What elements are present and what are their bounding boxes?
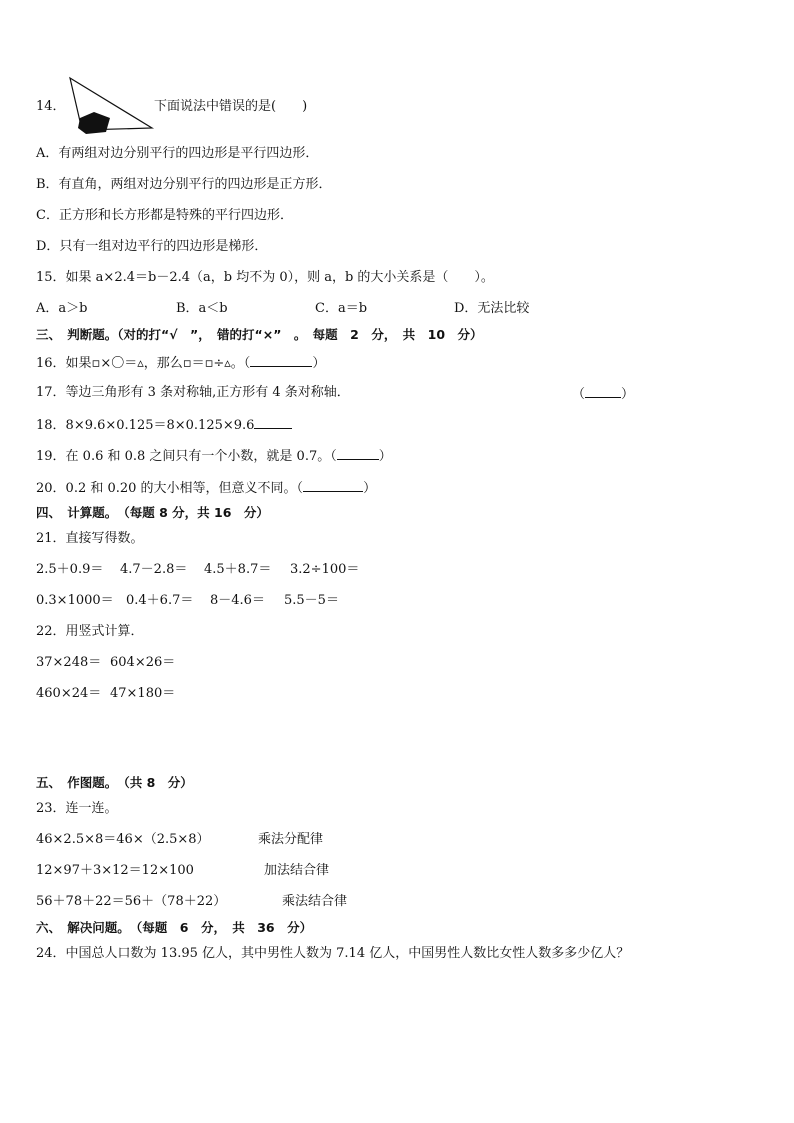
q21-item: 2.5＋0.9＝ (36, 562, 104, 577)
q21-item: 5.5－5＝ (284, 593, 339, 608)
section-6-heading: 六、 解决问题。 （每题 6 分， 共 36 分） (36, 920, 313, 935)
q23-right-item: 乘法分配律 (258, 832, 324, 847)
q14-option-d: D．只有一组对边平行的四边形是梯形． (36, 239, 268, 254)
q22-item: 37×248＝ (36, 655, 102, 670)
q15-option-b: B．a＜b (176, 301, 228, 316)
q17-blank: （ ） (572, 384, 634, 404)
q22-item: 604×26＝ (110, 655, 176, 670)
q23-left-item: 46×2.5×8＝46×（2.5×8） (36, 832, 210, 847)
q23-left-item: 12×97＋3×12＝12×100 (36, 863, 194, 878)
section-5-heading: 五、 作图题。 （共 8 分） (36, 775, 193, 790)
q14-option-a: A．有两组对边分别平行的四边形是平行四边形． (36, 146, 319, 161)
q23-right-item: 乘法结合律 (282, 894, 348, 909)
triangle-figure-icon (66, 74, 158, 136)
q18-text: 18．8×9.6×0.125＝8×0.125×9.6 (36, 415, 292, 435)
section-3-heading: 三、 判断题。（对的打“√ ”， 错的打“×” 。 每题 2 分， 共 10 分） (36, 327, 483, 342)
q21-item: 8－4.6＝ (210, 593, 265, 608)
q21-item: 4.5＋8.7＝ (204, 562, 272, 577)
q21-item: 3.2÷100＝ (290, 562, 360, 577)
section-4-heading: 四、 计算题。 （每题 8 分，共 16 分） (36, 505, 269, 520)
q15-stem: 15．如果 a×2.4＝b－2.4（a，b 均不为 0），则 a，b 的大小关系是（ ）。 (36, 270, 494, 285)
q21-item: 0.4＋6.7＝ (126, 593, 194, 608)
q22-item: 460×24＝ (36, 686, 102, 701)
q17-text: 17．等边三角形有 3 条对称轴,正方形有 4 条对称轴． (36, 385, 350, 400)
q21-item: 0.3×1000＝ (36, 593, 114, 608)
q21-stem: 21．直接写得数。 (36, 531, 144, 546)
q19-text: 19．在 0.6 和 0.8 之间只有一个小数，就是 0.7。（ ） (36, 446, 392, 466)
q14-option-c: C．正方形和长方形都是特殊的平行四边形． (36, 208, 293, 223)
q15-option-c: C．a＝b (315, 301, 368, 316)
q23-right-item: 加法结合律 (264, 863, 330, 878)
q14-number: 14． (36, 99, 66, 114)
q23-left-item: 56＋78＋22＝56＋（78＋22） (36, 894, 227, 909)
q21-item: 4.7－2.8＝ (120, 562, 188, 577)
q20-text: 20．0.2 和 0.20 的大小相等，但意义不同。（ ） (36, 478, 376, 498)
q16-text: 16．如果▫×〇＝▵，那么▫＝▫÷▵。（ ） (36, 353, 325, 373)
q23-stem: 23．连一连。 (36, 801, 118, 816)
q24-text: 24．中国总人口数为 13.95 亿人，其中男性人数为 7.14 亿人，中国男性人数比女性人数多多少亿人？ (36, 946, 630, 961)
q14-stem: 下面说法中错误的是( ) (154, 99, 308, 114)
q15-option-a: A．a＞b (36, 301, 88, 316)
q22-item: 47×180＝ (110, 686, 176, 701)
q15-option-d: D．无法比较 (454, 301, 530, 316)
q14-option-b: B．有直角，两组对边分别平行的四边形是正方形． (36, 177, 332, 192)
q22-stem: 22．用竖式计算． (36, 624, 144, 639)
